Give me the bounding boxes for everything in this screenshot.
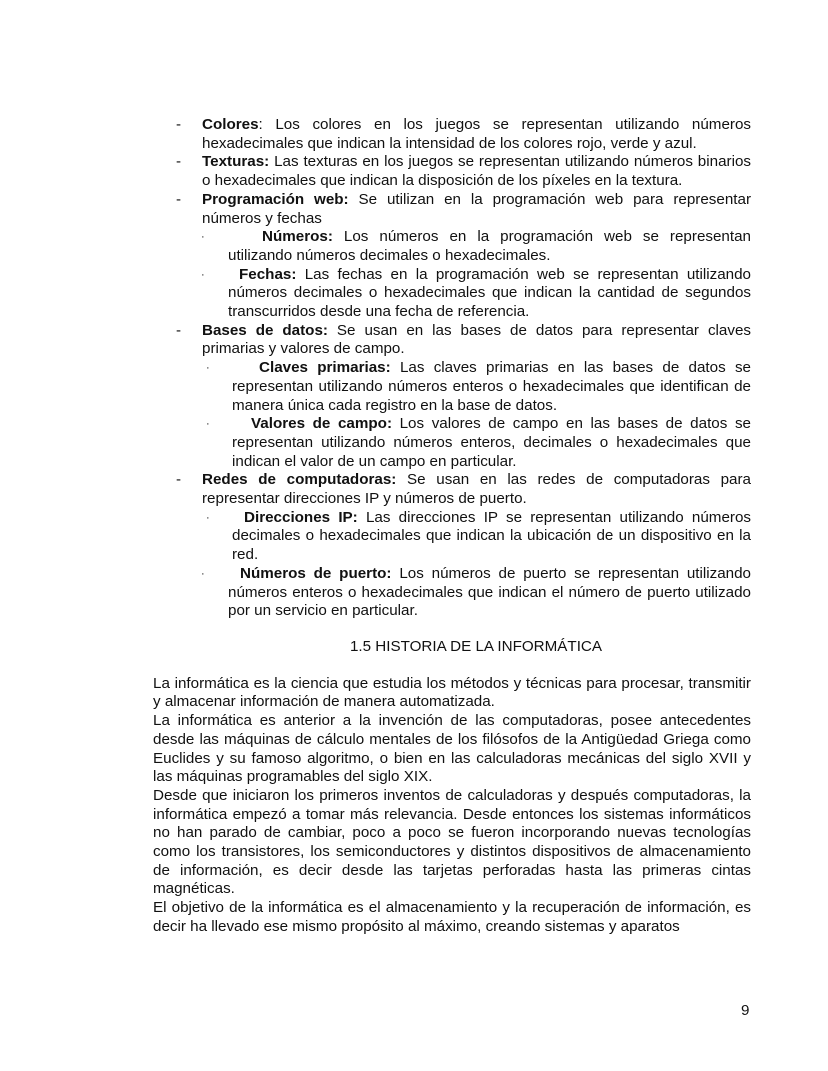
sub-text: Los números de puerto se representan utilizando números enteros o hexadecimales que indican el número de puerto utilizado por un servicio en particular. [228,564,752,620]
paragraph: El objetivo de la informática es el almacenamiento y la recuperación de información, es decir ha llevado ese mismo propósito al máximo, creando sistemas y aparatos [153,899,751,935]
dot-bullet: · [201,268,205,281]
list-item-texturas [176,153,751,190]
list-item-bases-de-datos [176,321,751,359]
sub-text: Los números en la programación web se representan utilizando números decimales o hexadecimales. [228,228,751,264]
sub-term: Números de puerto: [240,564,392,582]
dot-bullet: · [206,511,210,524]
list-text: Se usan en las bases de datos para representar claves primarias y valores de campo. [202,321,751,358]
sub-text: Las direcciones IP se representan utilizando números decimales o hexadecimales que indican la ubicación de un dispositivo en la red. [232,508,751,564]
sub-item-direcciones-ip [206,508,751,565]
dot-bullet: · [206,362,210,375]
dot-bullet: · [201,231,205,244]
paragraph: La informática es anterior a la invención de las computadoras, posee antecedentes desde las máquinas de cálculo mentales de los filósofos de la Antigüedad Griega como Euclides y su famoso algoritmo, o bien en las calculadoras mecánicas del siglo XVII y las máquinas programables del siglo XIX. [153,712,751,786]
list-term: Bases de datos: [202,321,328,339]
list-term: Colores [202,116,259,133]
sub-term: Fechas: [239,265,297,283]
sub-text: Los valores de campo en las bases de datos se representan utilizando números enteros, decimales o hexadecimales que indican el valor de un campo en particular. [232,415,751,470]
sub-item-numeros-de-puerto [201,564,752,621]
list-term: Redes de computadoras: [202,471,397,489]
dash-bullet: - [176,116,182,133]
list-item-colores [176,116,751,153]
sub-term: Valores de campo: [251,415,392,433]
list-item-programacion-web [176,190,752,228]
list-term: Texturas: [202,153,270,171]
section-heading [0,638,828,657]
sub-term: Direcciones IP: [244,508,358,526]
sub-item-numeros [201,228,751,265]
sub-item-valores-de-campo [206,415,751,471]
section-heading-text: 1.5 HISTORIA DE LA INFORMÁTICA [349,637,603,655]
dash-bullet: - [176,471,182,489]
sub-text: Las claves primarias en las bases de datos se representan utilizando números enteros o hexadecimales que identifican de manera única cada registro en la base de datos. [232,359,751,414]
list-item-redes [176,471,751,508]
paragraph: Desde que iniciaron los primeros inventos de calculadoras y después computadoras, la informática empezó a tomar más relevancia. Desde entonces los sistemas informáticos no han parado de cambiar, poco a poco se fueron incorporando nuevas tecnologías como los transistores, los semiconductores y distintos dispositivos de almacenamiento de información, es decir desde las tarjetas perforadas hasta las primeras cintas magnéticas. [153,786,751,898]
list-text: Se utilizan en la programación web para representar números y fechas [202,190,752,227]
dash-bullet: - [176,190,182,208]
dot-bullet: · [201,567,205,580]
dash-bullet: - [176,321,182,339]
sub-item-fechas [201,265,751,322]
page-number: 9 [741,1002,750,1019]
sub-item-claves-primarias [206,359,751,415]
sub-term: Números: [262,228,333,246]
list-text: Las texturas en los juegos se representan utilizando números binarios o hexadecimales que indican la disposición de los píxeles en la textura. [202,153,751,190]
paragraph: La informática es la ciencia que estudia los métodos y técnicas para procesar, transmitir y almacenar información de manera automatizada. [153,674,751,711]
sub-text: Las fechas en la programación web se representan utilizando números decimales o hexadecimales que indican la cantidad de segundos transcurridos desde una fecha de referencia. [228,265,751,321]
list-text: Se usan en las redes de computadoras para representar direcciones IP y números de puerto. [202,471,751,508]
list-text: : Los colores en los juegos se representan utilizando números hexadecimales que indican la intensidad de los colores rojo, verde y azul. [202,116,751,152]
dash-bullet: - [176,153,182,171]
list-term: Programación web: [202,190,349,208]
sub-term: Claves primarias: [259,359,391,377]
dot-bullet: · [206,418,210,431]
